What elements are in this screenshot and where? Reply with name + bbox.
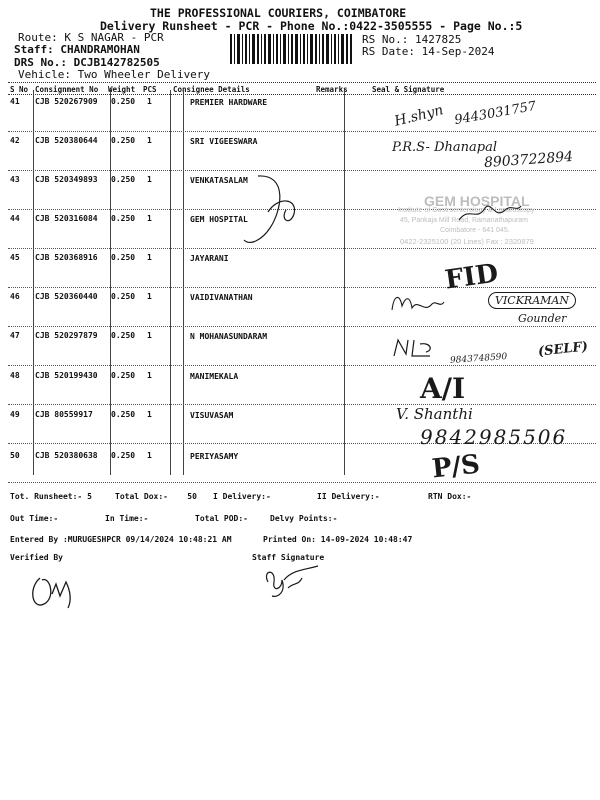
ii-delivery: II Delivery:- [317,492,380,501]
row-pcs: 1 [147,97,152,106]
row-pcs: 1 [147,410,152,419]
row-sno: 43 [10,175,20,184]
col-weight: Weight [108,85,136,94]
printed-on: Printed On: 14-09-2024 10:48:47 [263,535,413,544]
row-consignment-no: CJB 520368916 [35,253,98,262]
row-pcs: 1 [147,331,152,340]
route: Route: K S NAGAR - PCR [18,31,164,44]
out-time: Out Time:- [10,514,59,523]
stamp-title: GEM HOSPITAL [424,193,530,209]
signature-scribble [240,170,320,252]
row-pcs: 1 [147,253,152,262]
row-weight: 0.250 [111,371,136,380]
row49-receiver-name: V. Shanthi [396,405,473,423]
row-sno: 41 [10,97,20,106]
row41-receiver-phone: 9443031757 [453,98,538,129]
row-pcs: 1 [147,371,152,380]
entered-by: Entered By :MURUGESHPCR 09/14/2024 10:48:21 AM [10,535,232,544]
row-weight: 0.250 [111,97,136,106]
company-name: THE PROFESSIONAL COURIERS, COIMBATORE [150,6,407,20]
row-consignee: JAYARANI [190,254,229,263]
runsheet-title: Delivery Runsheet - PCR - Phone No.:0422-3505555 - Page No.:5 [100,19,523,33]
verifier-signature [26,570,86,612]
row-consignment-no: CJB 520297879 [35,331,98,340]
row-weight: 0.250 [111,292,136,301]
remark-ps: P/S [430,449,482,485]
rs-date: RS Date: 14-Sep-2024 [362,45,495,58]
remark-ai: A/I [420,372,466,405]
total-runsheet: Tot. Runsheet:- 5 [10,492,92,501]
row-consignee: PERIYASAMY [190,452,239,461]
staff-signature [258,560,338,600]
row-pcs: 1 [147,292,152,301]
row-sno: 50 [10,451,20,460]
column-divider [33,90,34,475]
stamp-line-2: 45, Pankaja Mill Road, Ramanathapuram [400,217,529,224]
row-weight: 0.250 [111,214,136,223]
staff: Staff: CHANDRAMOHAN [14,43,140,56]
row41-receiver-name: H.shyn [392,102,445,130]
row-sno: 44 [10,214,20,223]
row-sno: 46 [10,292,20,301]
row-pcs: 1 [147,175,152,184]
row42-receiver-phone: 8903722894 [483,148,574,172]
rs-number: RS No.: 1427825 [362,33,462,46]
column-divider [183,90,184,475]
row-pcs: 1 [147,136,152,145]
row-sno: 45 [10,253,20,262]
rtn-dox: RTN Dox:- [428,492,472,501]
row-consignee: VISUVASAM [190,411,234,420]
row-consignee: GEM HOSPITAL [190,215,248,224]
row-weight: 0.250 [111,253,136,262]
i-delivery: I Delivery:- [213,492,271,501]
row-consignment-no: CJB 520349893 [35,175,98,184]
row-weight: 0.250 [111,175,136,184]
col-pcs: PCS [143,85,157,94]
row47-receiver-phone: 9843748590 [449,352,508,366]
row49-receiver-phone: 9842985506 [420,425,568,449]
row47-self-tag: (SELF) [537,339,589,360]
row-consignment-no: CJB 80559917 [35,410,93,419]
row-weight: 0.250 [111,451,136,460]
in-time: In Time:- [105,514,149,523]
verified-by: Verified By [10,553,63,562]
stamp-line-1: Institute of Gastroenterology & Laparoscopy [398,207,535,214]
col-sno: S No [10,85,29,94]
col-consignment: Consignment No [35,85,99,94]
total-pod: Total POD:- [195,514,248,523]
col-seal-signature: Seal & Signature [372,85,445,94]
row-weight: 0.250 [111,410,136,419]
row-sno: 47 [10,331,20,340]
row-consignee: MANIMEKALA [190,372,239,381]
row-consignment-no: CJB 520360440 [35,292,98,301]
col-consignee: Consignee Details [173,85,250,94]
delivery-points: Delvy Points:- [270,514,338,523]
col-remarks: Remarks [316,85,348,94]
stamp-line-3: Coimbatore - 641 045. [440,227,510,234]
row-consignee: VENKATASALAM [190,176,248,185]
row-consignment-no: CJB 520380638 [35,451,98,460]
column-divider [170,90,171,475]
stamp-signature [455,198,525,228]
row-consignment-no: CJB 520380644 [35,136,98,145]
row-consignment-no: CJB 520316084 [35,214,98,223]
row-consignment-no: CJB 520267909 [35,97,98,106]
row-consignee: VAIDIVANATHAN [190,293,253,302]
remark-fid: FID [443,258,501,296]
barcode [230,34,354,64]
row-pcs: 1 [147,214,152,223]
vehicle: Vehicle: Two Wheeler Delivery [18,68,211,81]
row-consignee: PREMIER HARDWARE [190,98,268,107]
staff-signature-label: Staff Signature [252,553,325,562]
drs-number: DRS No.: DCJB142782505 [14,56,160,69]
total-dox: Total Dox:- 50 [115,492,197,501]
row-weight: 0.250 [111,136,136,145]
stamp-line-4: 0422-2325100 (20 Lines) Fax : 2320879 [400,237,534,246]
row42-receiver-name: P.R.S- Dhanapal [392,140,497,155]
row-consignment-no: CJB 520199430 [35,371,98,380]
row-consignee: SRI VIGEESWARA [190,137,258,146]
row46-receiver-name: VICKRAMAN [488,292,576,309]
row-sno: 49 [10,410,20,419]
row-weight: 0.250 [111,331,136,340]
row-pcs: 1 [147,451,152,460]
row47-signature [390,336,450,360]
row46-signature [388,290,448,318]
row46-extra: Gounder [518,312,567,325]
row-sno: 42 [10,136,20,145]
row-sno: 48 [10,371,20,380]
row-consignee: N MOHANASUNDARAM [190,332,268,341]
column-divider [344,90,345,475]
